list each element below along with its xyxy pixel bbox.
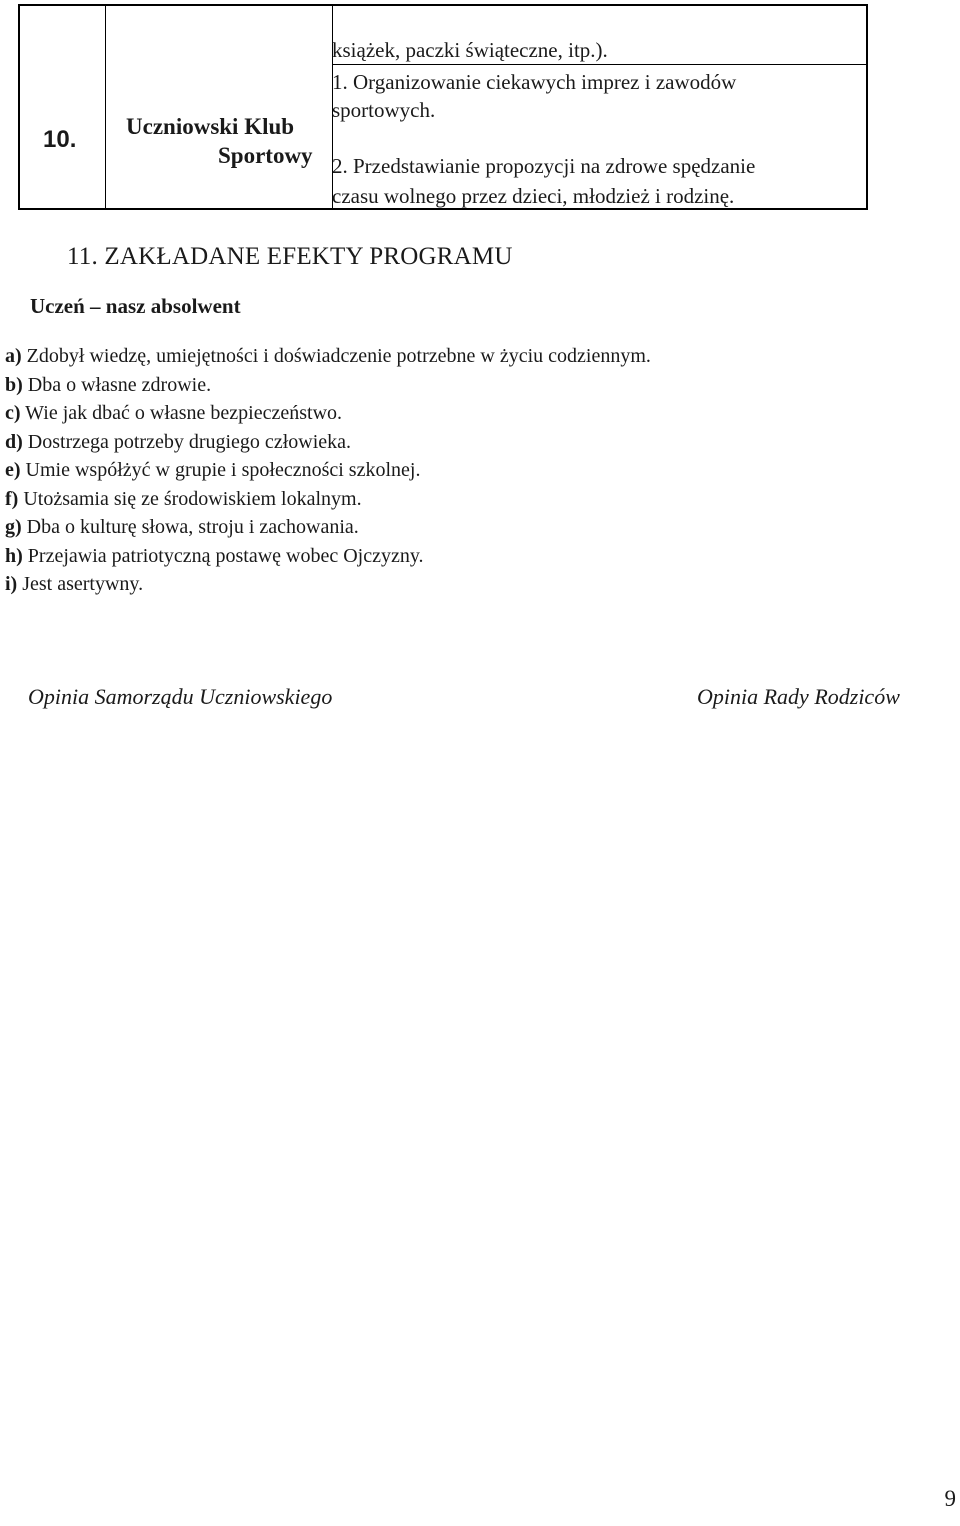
outcome-text: Jest asertywny. [17,573,144,595]
outcome-letter: b) [5,373,23,396]
signature-parents-council: Opinia Rady Rodziców [697,684,900,709]
list-item [5,485,651,514]
outcome-letter: a) [5,345,22,367]
section-heading: 11. ZAKŁADANE EFEKTY PROGRAMU [67,243,513,270]
outcome-text: Umie współżyć w grupie i społeczności szkolnej. [20,459,421,481]
table-club-name-line2: Sportowy [218,143,313,168]
table-row-divider [332,64,866,65]
table-row-number: 10. [43,126,77,153]
outcome-letter: i) [5,573,18,595]
outcome-letter: d) [5,430,23,453]
outcome-text: Przejawia patriotyczną postawę wobec Ojczyzny. [22,544,424,567]
list-item [5,542,651,571]
outcome-letter: f) [5,487,19,510]
list-item [5,428,651,457]
page-number: 9 [944,1486,956,1511]
table-column-divider [105,6,106,208]
signature-student-council: Opinia Samorządu Uczniowskiego [28,684,333,709]
program-table [18,4,868,210]
list-item [5,513,651,542]
list-item [5,399,651,428]
list-item [5,456,651,485]
outcome-text: Wie jak dbać o własne bezpieczeństwo. [20,402,343,424]
outcome-letter: e) [5,459,21,481]
table-activity-line: 1. Organizowanie ciekawych imprez i zawodów [332,70,737,94]
outcome-text: Zdobył wiedzę, umiejętności i doświadczenie potrzebne w życiu codziennym. [21,345,651,367]
list-item [5,570,651,599]
outcome-letter: c) [5,402,21,424]
outcome-letter: h) [5,544,23,567]
outcome-text: Dba o kulturę słowa, stroju i zachowania. [21,516,359,538]
table-activity-line: czasu wolnego przez dzieci, młodzież i rodzinę. [332,184,735,208]
table-activity-line: 2. Przedstawianie propozycji na zdrowe spędzanie [332,154,756,178]
section-subheading: Uczeń – nasz absolwent [30,294,241,318]
outcome-letter: g) [5,516,22,538]
outcomes-list [5,342,651,599]
outcome-text: Utożsamia się ze środowiskiem lokalnym. [18,487,362,510]
table-activity-line: sportowych. [332,98,436,122]
table-prev-row-text: książek, paczki świąteczne, itp.). [332,38,608,62]
outcome-text: Dostrzega potrzeby drugiego człowieka. [22,430,351,453]
list-item [5,342,651,371]
list-item [5,371,651,400]
table-club-name-line1: Uczniowski Klub [126,114,295,139]
outcome-text: Dba o własne zdrowie. [22,373,212,396]
